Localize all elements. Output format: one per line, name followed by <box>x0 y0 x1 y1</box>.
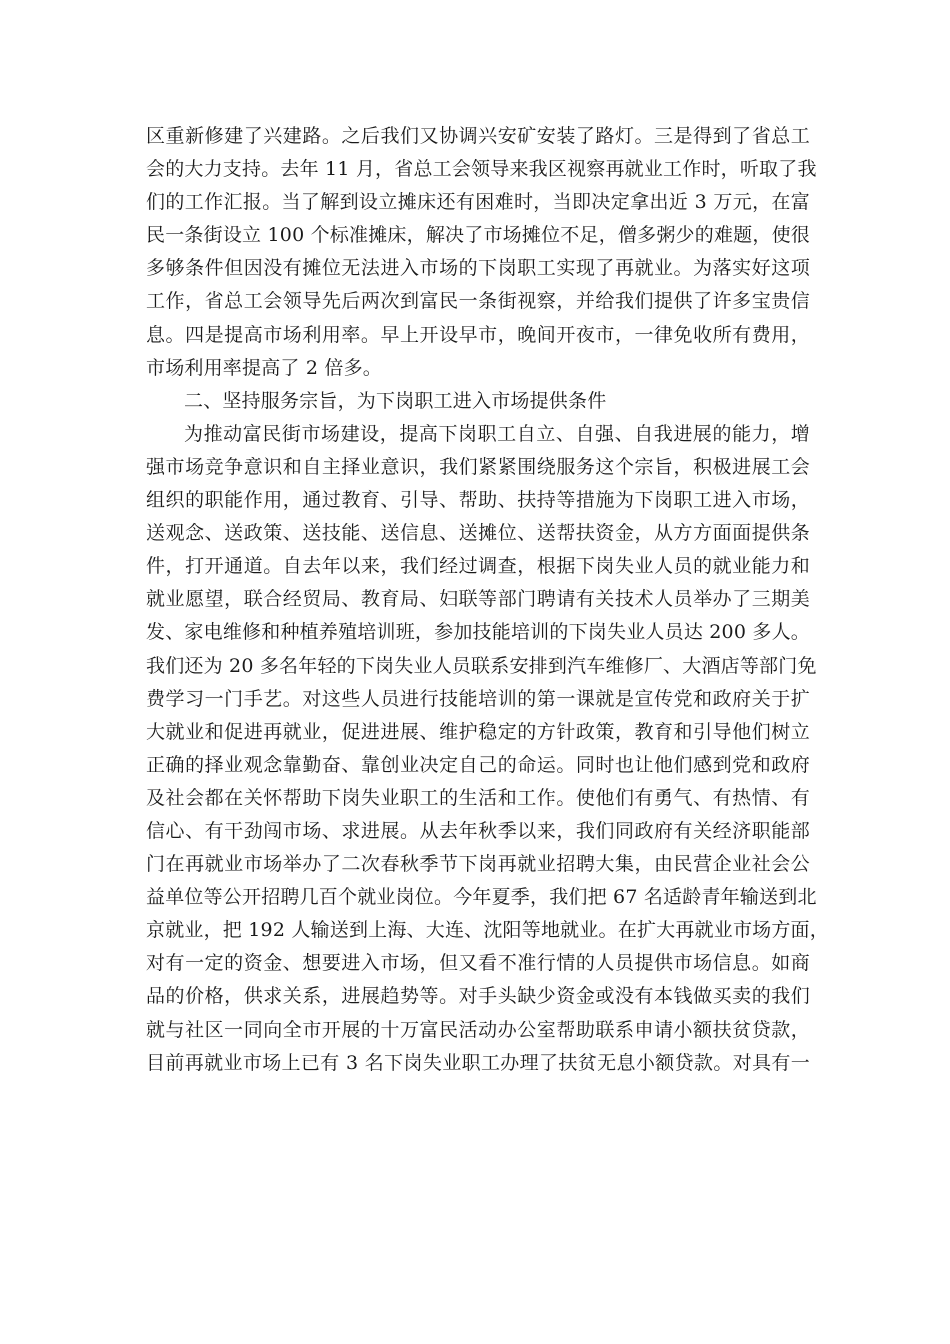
text-line: 品的价格，供求关系，进展趋势等。对手头缺少资金或没有本钱做买卖的我们 <box>146 985 810 1008</box>
text-line: 就业愿望，联合经贸局、教育局、妇联等部门聘请有关技术人员举办了三期美 <box>146 588 810 611</box>
text-line: 市场利用率提高了 2 倍多。 <box>146 356 382 379</box>
text-line: 组织的职能作用，通过教育、引导、帮助、扶持等措施为下岗职工进入市场， <box>146 489 810 512</box>
text-line: 们的工作汇报。当了解到设立摊床还有困难时，当即决定拿出近 3 万元，在富 <box>146 191 810 214</box>
section-heading: 二、坚持服务宗旨，为下岗职工进入市场提供条件 <box>184 389 607 412</box>
text-line: 发、家电维修和种植养殖培训班，参加技能培训的下岗失业人员达 200 多人。 <box>146 621 810 644</box>
text-line: 正确的择业观念靠勤奋、靠创业决定自己的命运。同时也让他们感到党和政府 <box>146 753 810 776</box>
text-line: 件，打开通道。自去年以来，我们经过调查，根据下岗失业人员的就业能力和 <box>146 555 810 578</box>
text-line: 对有一定的资金、想要进入市场，但又看不准行情的人员提供市场信息。如商 <box>146 952 810 975</box>
document-body <box>146 120 829 1080</box>
text-line: 及社会都在关怀帮助下岗失业职工的生活和工作。使他们有勇气、有热情、有 <box>146 786 810 809</box>
text-line: 大就业和促进再就业，促进进展、维护稳定的方针政策，教育和引导他们树立 <box>146 720 810 743</box>
text-line: 区重新修建了兴建路。之后我们又协调兴安矿安装了路灯。三是得到了省总工 <box>146 125 810 147</box>
text-line: 送观念、送政策、送技能、送信息、送摊位、送帮扶资金，从方方面面提供条 <box>146 522 810 545</box>
text-line: 强市场竞争意识和自主择业意识，我们紧紧围绕服务这个宗旨，积极进展工会 <box>146 455 810 478</box>
text-line: 费学习一门手艺。对这些人员进行技能培训的第一课就是宣传党和政府关于扩 <box>146 687 810 710</box>
text-line: 工作，省总工会领导先后两次到富民一条街视察，并给我们提供了许多宝贵信 <box>146 290 810 313</box>
text-line: 我们还为 20 多名年轻的下岗失业人员联系安排到汽车维修厂、大酒店等部门免 <box>146 654 817 677</box>
text-line: 民一条街设立 100 个标准摊床，解决了市场摊位不足，僧多粥少的难题，使很 <box>146 224 810 247</box>
text-line: 京就业，把 192 人输送到上海、大连、沈阳等地就业。在扩大再就业市场方面， <box>146 919 829 942</box>
text-line: 为推动富民街市场建设，提高下岗职工自立、自强、自我进展的能力，增 <box>184 422 810 445</box>
text-line: 多够条件但因没有摊位无法进入市场的下岗职工实现了再就业。为落实好这项 <box>146 257 810 280</box>
text-line: 益单位等公开招聘几百个就业岗位。今年夏季，我们把 67 名适龄青年输送到北 <box>146 886 817 909</box>
text-line: 信心、有干劲闯市场、求进展。从去年秋季以来，我们同政府有关经济职能部 <box>146 819 810 842</box>
text-line: 会的大力支持。去年 11 月，省总工会领导来我区视察再就业工作时，听取了我 <box>146 158 817 181</box>
text-line: 就与社区一同向全市开展的十万富民活动办公室帮助联系申请小额扶贫贷款， <box>146 1018 810 1041</box>
text-line: 息。四是提高市场利用率。早上开设早市，晚间开夜市，一律免收所有费用， <box>146 323 810 346</box>
text-line: 目前再就业市场上已有 3 名下岗失业职工办理了扶贫无息小额贷款。对具有一 <box>146 1051 810 1074</box>
text-line: 门在再就业市场举办了二次春秋季节下岗再就业招聘大集，由民营企业社会公 <box>146 853 810 876</box>
